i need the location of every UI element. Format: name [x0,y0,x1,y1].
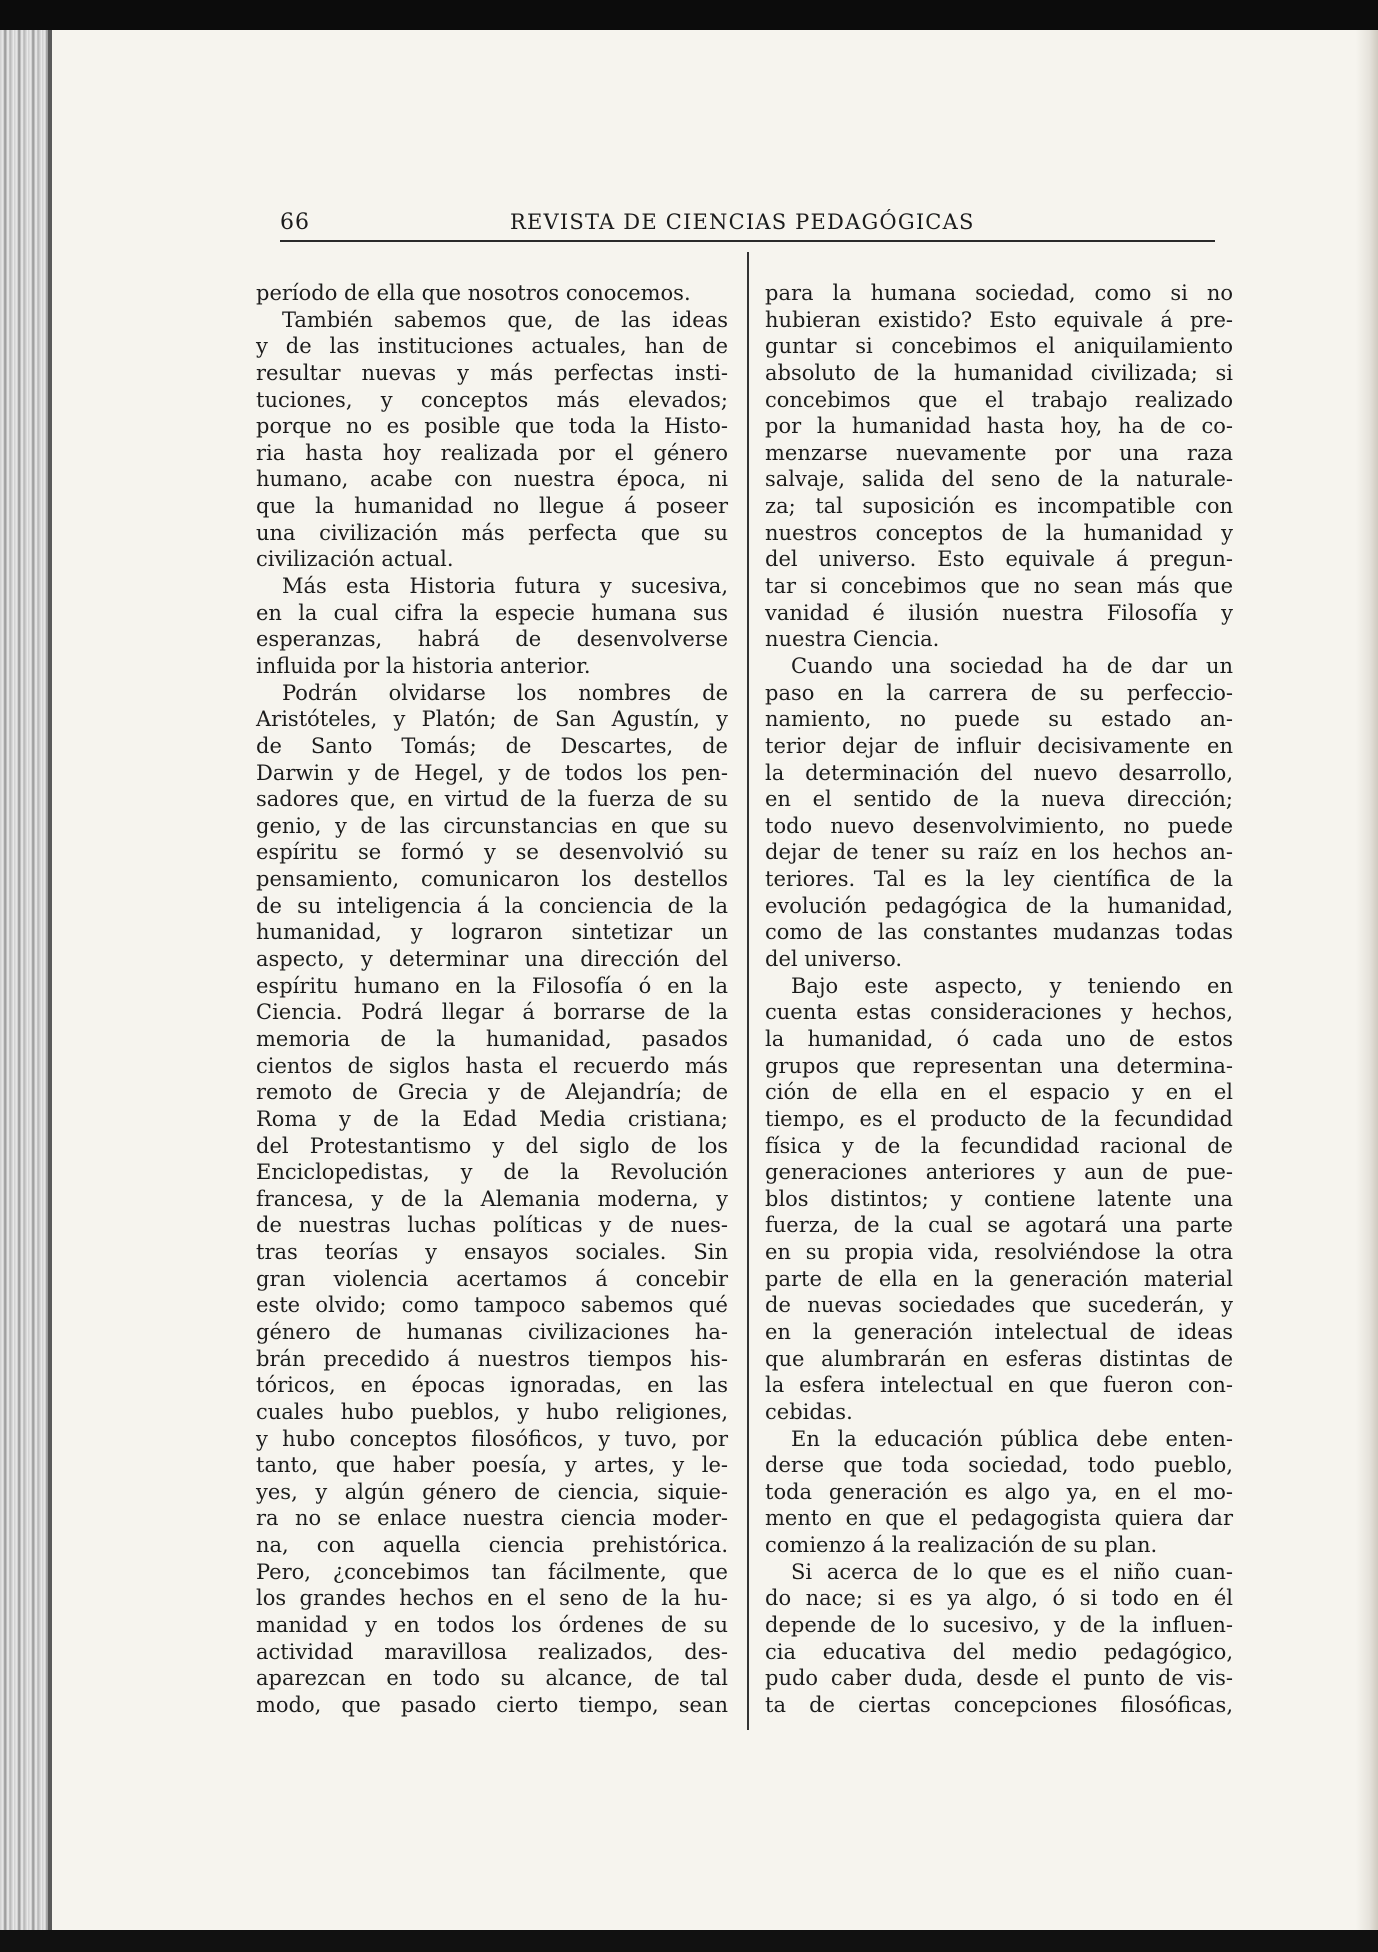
text-line: para la humana sociedad, como si no [765,281,1233,305]
text-line: hubieran existido? Esto equivale á pre- [765,307,1233,332]
text-line: blos distintos; y contiene latente una [765,1186,1233,1211]
text-line: física y de la fecundidad racional de [765,1133,1233,1158]
text-line: humanidad, y lograron sintetizar un [256,920,728,945]
journal-title: REVISTA DE CIENCIAS PEDAGÓGICAS [510,210,975,234]
book-binding-edge [0,30,48,1930]
text-line: manidad y en todos los órdenes de su [256,1613,728,1638]
text-line: humano, acabe con nuestra época, ni [256,467,728,492]
page-number: 66 [280,210,310,235]
text-line: ria hasta hoy realizada por el género [256,440,728,465]
text-line: espíritu humano en la Filosofía ó en la [256,973,728,998]
text-line: genio, y de las circunstancias en que su [256,813,728,838]
text-line: que la humanidad no llegue á poseer [256,494,728,519]
text-line: toda generación es algo ya, en el mo- [765,1479,1233,1504]
text-line: En la educación pública debe enten- [791,1426,1233,1451]
text-line: y de las instituciones actuales, han de [256,334,728,359]
text-line: cuales hubo pueblos, y hubo religiones, [256,1399,728,1424]
text-line: porque no es posible que toda la Histo- [256,414,728,439]
text-line: género de humanas civilizaciones ha- [256,1319,728,1344]
running-header [280,210,1215,242]
text-line: civilización actual. [256,547,454,572]
text-line: actividad maravillosa realizados, des- [256,1639,728,1664]
text-line: tiempo, es el producto de la fecundidad [765,1106,1233,1131]
text-line: pudo caber duda, desde el punto de vis- [765,1666,1233,1691]
text-line: Más esta Historia futura y sucesiva, [282,574,728,599]
right-column [765,280,1233,1719]
text-line: aspecto, y determinar una dirección del [256,947,728,972]
text-line: sadores que, en virtud de la fuerza de su [256,787,728,812]
text-line: una civilización más perfecta que su [256,520,728,545]
text-line: influida por la historia anterior. [256,653,591,678]
text-line: de Santo Tomás; de Descartes, de [256,733,728,758]
text-line: cebidas. [765,1399,853,1424]
text-line: francesa, y de la Alemania moderna, y [256,1186,728,1211]
text-line: tar si concebimos que no sean más que [765,574,1233,599]
text-line: de nuevas sociedades que sucederán, y [765,1293,1233,1318]
text-line: depende de lo sucesivo, y de la influen- [765,1613,1233,1638]
text-line: resultar nuevas y más perfectas insti- [256,360,728,385]
text-line: nuestros conceptos de la humanidad y [765,520,1233,545]
text-line: remoto de Grecia y de Alejandría; de [256,1080,728,1105]
text-line: ción de ella en el espacio y en el [765,1080,1233,1105]
text-line: en la generación intelectual de ideas [765,1319,1233,1344]
text-line: que alumbrarán en esferas distintas de [765,1346,1233,1371]
text-line: generaciones anteriores y aun de pue- [765,1160,1233,1185]
scan-bottom-border [0,1930,1378,1952]
text-line: menzarse nuevamente por una raza [765,440,1233,465]
text-line: período de ella que nosotros conocemos. [256,281,691,305]
text-line: paso en la carrera de su perfeccio- [765,680,1233,705]
text-line: del Protestantismo y del siglo de los [256,1133,728,1158]
text-line: este olvido; como tampoco sabemos qué [256,1293,728,1318]
text-line: tras teorías y ensayos sociales. Sin [256,1240,728,1265]
left-column [256,280,728,1719]
text-line: parte de ella en la generación material [765,1266,1233,1291]
text-line: en el sentido de la nueva dirección; [765,787,1233,812]
binding-shadow [48,30,52,1930]
text-line: espíritu se formó y se desenvolvió su [256,840,728,865]
text-line: teriores. Tal es la ley científica de la [765,867,1233,892]
page-right-edge [1356,30,1378,1930]
text-line: la determinación del nuevo desarrollo, [765,760,1233,785]
text-line: ra no se enlace nuestra ciencia moder- [256,1506,728,1531]
text-line: del universo. Esto equivale á pregun- [765,547,1233,572]
text-line: También sabemos que, de las ideas [282,307,728,332]
text-line: namiento, no puede su estado an- [765,707,1233,732]
text-line: como de las constantes mudanzas todas [765,920,1233,945]
text-line: Si acerca de lo que es el niño cuan- [791,1559,1233,1584]
text-line: evolución pedagógica de la humanidad, [765,893,1233,918]
text-line: Bajo este aspecto, y teniendo en [791,973,1233,998]
text-line: del universo. [765,947,903,972]
text-line: vanidad é ilusión nuestra Filosofía y [765,600,1233,625]
text-line: za; tal suposición es incompatible con [765,494,1233,519]
text-line: concebimos que el trabajo realizado [765,387,1233,412]
text-line: guntar si concebimos el aniquilamiento [765,334,1233,359]
text-line: Roma y de la Edad Media cristiana; [256,1106,728,1131]
text-line: fuerza, de la cual se agotará una parte [765,1213,1233,1238]
text-line: en la cual cifra la especie humana sus [256,600,728,625]
text-line: la humanidad, ó cada uno de estos [765,1026,1233,1051]
text-line: Aristóteles, y Platón; de San Agustín, y [256,707,728,732]
text-line: modo, que pasado cierto tiempo, sean [256,1692,728,1717]
text-line: derse que toda sociedad, todo pueblo, [765,1453,1233,1478]
text-line: Enciclopedistas, y de la Revolución [256,1160,728,1185]
text-line: la esfera intelectual en que fueron con- [765,1373,1233,1398]
text-line: dejar de tener su raíz en los hechos an- [765,840,1233,865]
column-divider [747,252,749,1730]
text-line: y hubo conceptos filosóficos, y tuvo, por [256,1426,728,1451]
text-line: por la humanidad hasta hoy, ha de co- [765,414,1233,439]
text-line: de su inteligencia á la conciencia de la [256,893,728,918]
text-line: grupos que representan una determina- [765,1053,1233,1078]
text-line: ta de ciertas concepciones filosóficas, [765,1692,1233,1717]
text-line: en su propia vida, resolviéndose la otra [765,1240,1233,1265]
text-line: absoluto de la humanidad civilizada; si [765,360,1233,385]
text-line: aparezcan en todo su alcance, de tal [256,1666,728,1691]
text-line: Darwin y de Hegel, y de todos los pen- [256,760,728,785]
text-line: nuestra Ciencia. [765,627,940,652]
text-line: na, con aquella ciencia prehistórica. [256,1533,728,1558]
text-line: Cuando una sociedad ha de dar un [791,653,1233,678]
text-line: tóricos, en épocas ignoradas, en las [256,1373,728,1398]
text-line: Ciencia. Podrá llegar á borrarse de la [256,1000,728,1025]
header-rule [280,240,1215,242]
text-line: terior dejar de influir decisivamente en [765,733,1233,758]
text-line: tuciones, y conceptos más elevados; [256,387,728,412]
text-line: Pero, ¿concebimos tan fácilmente, que [256,1559,728,1584]
text-line: yes, y algún género de ciencia, siquie- [256,1479,728,1504]
scan-top-border [0,0,1378,30]
text-line: memoria de la humanidad, pasados [256,1026,728,1051]
text-line: cia educativa del medio pedagógico, [765,1639,1233,1664]
text-line: salvaje, salida del seno de la naturale- [765,467,1233,492]
text-line: do nace; si es ya algo, ó si todo en él [765,1586,1233,1611]
text-line: todo nuevo desenvolvimiento, no puede [765,813,1233,838]
text-line: de nuestras luchas políticas y de nues- [256,1213,728,1238]
text-line: brán precedido á nuestros tiempos his- [256,1346,728,1371]
text-line: Podrán olvidarse los nombres de [282,680,728,705]
text-line: cuenta estas consideraciones y hechos, [765,1000,1233,1025]
text-line: tanto, que haber poesía, y artes, y le- [256,1453,728,1478]
text-line: los grandes hechos en el seno de la hu- [256,1586,728,1611]
text-line: gran violencia acertamos á concebir [256,1266,728,1291]
text-line: mento en que el pedagogista quiera dar [765,1506,1233,1531]
text-line: comienzo á la realización de su plan. [765,1533,1158,1558]
text-line: pensamiento, comunicaron los destellos [256,867,728,892]
text-line: cientos de siglos hasta el recuerdo más [256,1053,728,1078]
text-line: esperanzas, habrá de desenvolverse [256,627,728,652]
